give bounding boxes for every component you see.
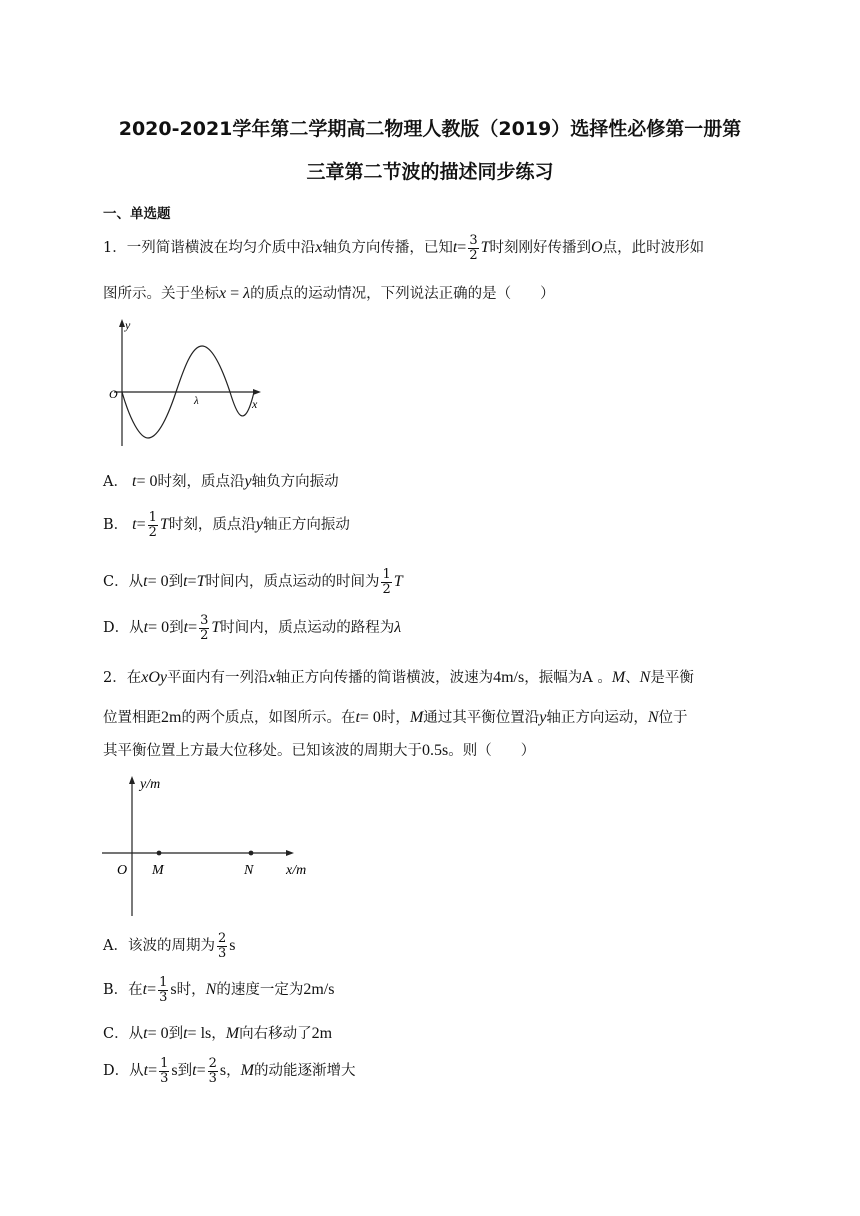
math-var: N (647, 709, 659, 726)
q1-line1 (103, 234, 704, 262)
q1-option-a[interactable] (103, 470, 339, 491)
math-op: = 0 (147, 573, 169, 591)
option-text: 到 (177, 1063, 193, 1080)
y-axis-label: y/m (140, 777, 161, 792)
math-var: t (183, 573, 188, 591)
option-text: 从 (128, 574, 144, 591)
denominator: 3 (217, 945, 227, 961)
math-var: T (196, 573, 206, 591)
denominator: 3 (160, 1070, 169, 1086)
fraction (158, 976, 168, 1004)
denominator: 3 (159, 989, 168, 1005)
math-value: 0.5s (422, 742, 449, 759)
math-var: T (211, 619, 221, 637)
q2-text: 时， (380, 710, 410, 726)
math-value: 2m/s (303, 981, 335, 999)
numerator: 3 (469, 233, 478, 248)
q2-text: 在 (126, 670, 142, 686)
math-value: 4m/s (493, 669, 525, 686)
math-var: y (255, 516, 263, 534)
option-label: D． (103, 1063, 130, 1080)
option-label: C． (103, 1026, 129, 1042)
q1-text: 图所示。关于坐标 (103, 286, 219, 302)
q2-number: 2． (103, 670, 127, 686)
math-var: y (539, 709, 547, 726)
numerator: 1 (148, 510, 157, 525)
point-m (157, 851, 162, 856)
q1-text: 一列简谐横波在均匀介质中沿 (126, 240, 316, 257)
denominator: 2 (200, 627, 209, 643)
q2-text: ，振幅为A 。 (524, 670, 612, 686)
numerator: 1 (160, 1056, 169, 1071)
option-text: 时， (176, 982, 206, 999)
q1-option-c[interactable] (103, 568, 403, 596)
denominator: 2 (382, 581, 391, 597)
denominator: 2 (469, 247, 478, 263)
option-text: 时刻，质点沿 (157, 474, 245, 490)
q2-option-c[interactable] (103, 1022, 332, 1043)
math-op: = (147, 981, 157, 999)
q2-text: 的两个质点，如图所示。在 (181, 710, 356, 726)
q2-text: 位置相距 (103, 710, 161, 726)
q2-axes-figure (100, 772, 330, 920)
math-var: N (205, 981, 217, 999)
option-text: 时间内，质点运动的路程为 (220, 620, 395, 637)
math-var: M (240, 1062, 254, 1080)
option-text: 到 (168, 574, 184, 591)
fraction (381, 568, 391, 596)
x-axis-label: x (252, 397, 258, 411)
fraction (208, 1057, 218, 1085)
q1-line2: 图所示。关于坐标x = λ的质点的运动情况，下列说法正确的是（ ） (103, 285, 555, 302)
numerator: 1 (159, 975, 168, 990)
math-var: t (142, 981, 148, 999)
math-value: 2m (161, 709, 182, 726)
q1-option-d[interactable] (103, 614, 401, 642)
math-unit: s (171, 1062, 178, 1080)
math-unit: s (170, 981, 177, 999)
math-var: λ (243, 285, 251, 302)
q2-text: 位于 (658, 710, 688, 726)
math-op: = 0 (148, 619, 170, 637)
option-text: 轴正方向振动 (262, 517, 350, 534)
fraction (468, 234, 478, 262)
q1-text: 轴负方向传播，已知 (322, 240, 453, 257)
math-var: xOy (141, 669, 167, 686)
math-var: t (143, 573, 148, 591)
numerator: 2 (208, 1056, 217, 1071)
option-label: A． (103, 474, 128, 490)
math-var: T (393, 573, 403, 591)
q2-text: 平面内有一列沿 (167, 670, 269, 686)
lambda-label: λ (194, 395, 199, 407)
numerator: 1 (382, 567, 391, 582)
option-text: 的动能逐渐增大 (253, 1063, 356, 1080)
math-var: M (225, 1025, 240, 1042)
q2-line3 (103, 739, 535, 760)
q2-text: 其平衡位置上方最大位移处。已知该波的周期大于 (103, 743, 422, 759)
math-var: t (183, 619, 189, 637)
option-text: 的速度一定为 (216, 982, 304, 999)
math-var: N (639, 669, 651, 686)
math-var: x (315, 239, 323, 257)
math-var: M (409, 709, 424, 726)
numerator: 2 (217, 931, 227, 946)
option-text: 时刻，质点沿 (168, 517, 256, 534)
option-text: 到 (169, 620, 184, 637)
q2-option-d[interactable] (103, 1057, 355, 1085)
math-var: M (611, 669, 626, 686)
option-text: 该波的周期为 (127, 938, 215, 955)
section-heading: 一、单选题 (103, 206, 171, 222)
option-text: 到 (168, 1026, 184, 1042)
math-var: x (219, 285, 227, 302)
q2-text: 、 (625, 670, 640, 686)
q1-number: 1． (103, 240, 127, 257)
option-text: 轴负方向振动 (251, 474, 339, 490)
fraction (199, 614, 209, 642)
option-label: B． (103, 982, 129, 999)
q1-text: 点，此时波形如 (602, 240, 705, 257)
math-var: y (244, 473, 252, 490)
document-title-line2: 三章第二节波的描述同步练习 (306, 161, 554, 183)
math-op: = 0 (359, 709, 381, 726)
math-op: = (196, 1062, 206, 1080)
denominator: 3 (208, 1070, 217, 1086)
math-var: t (143, 1062, 149, 1080)
q2-text: 轴正方向运动， (546, 710, 648, 726)
option-text: 从 (129, 620, 144, 637)
math-op: = (148, 1062, 158, 1080)
fraction (148, 511, 158, 539)
q2-text: 。则（ ） (448, 743, 536, 759)
q2-line1 (103, 666, 694, 687)
option-text: 在 (128, 982, 143, 999)
q2-option-a[interactable] (103, 932, 236, 960)
math-var: t (355, 709, 360, 726)
math-op: = (457, 239, 467, 257)
math-var: t (183, 1025, 188, 1042)
document-title-line1: 2020-2021学年第二学期高二物理人教版（2019）选择性必修第一册第 (118, 118, 742, 140)
option-text: 从 (128, 1026, 144, 1042)
option-label: B． (103, 517, 129, 534)
math-var: T (159, 516, 169, 534)
x-axis-label: x/m (286, 863, 307, 878)
q1-wave-figure (108, 316, 268, 452)
origin-label: O (117, 863, 128, 878)
math-var: T (480, 239, 490, 257)
math-op: = (136, 516, 146, 534)
math-var: O (591, 239, 603, 257)
option-text: 时间内，质点运动的时间为 (205, 574, 380, 591)
fraction (159, 1057, 169, 1085)
q2-option-b[interactable] (103, 976, 334, 1004)
option-text: 向右移动了 (239, 1026, 312, 1042)
math-var: t (452, 239, 458, 257)
denominator: 2 (148, 524, 157, 540)
math-op: = 0 (136, 473, 158, 490)
point-n (249, 851, 254, 856)
math-var: t (143, 619, 149, 637)
option-label: A． (103, 938, 128, 955)
math-op: = 0 (147, 1025, 169, 1042)
q2-text: 轴正方向传播的简谐横波，波速为 (275, 670, 494, 686)
q2-text: 通过其平衡位置沿 (423, 710, 540, 726)
option-text: ， (226, 1063, 241, 1080)
math-var: t (192, 1062, 197, 1080)
math-op: = (188, 619, 198, 637)
n-label: N (244, 863, 254, 878)
m-label: M (152, 863, 164, 878)
math-op: = ls (187, 1025, 212, 1042)
math-var: x (268, 669, 276, 686)
option-label: C． (103, 574, 129, 591)
option-text: ， (211, 1026, 226, 1042)
y-axis-label: y (125, 318, 131, 332)
q1-text: 的质点的运动情况，下列说法正确的是（ ） (250, 286, 555, 302)
q2-line2 (103, 706, 688, 727)
math-value: 2m (311, 1025, 333, 1042)
math-unit: s (219, 1062, 227, 1080)
fraction (217, 932, 227, 960)
math-var: t (131, 473, 137, 490)
math-unit: s (229, 937, 236, 955)
q2-text: 是平衡 (650, 670, 694, 686)
math-op: = (187, 573, 197, 591)
q1-option-b[interactable] (103, 511, 350, 539)
option-label: D． (103, 620, 130, 637)
math-var: λ (394, 619, 402, 637)
math-var: t (143, 1025, 148, 1042)
origin-label: O (109, 387, 118, 401)
q1-text: 时刻刚好传播到 (489, 240, 592, 257)
math-var: t (132, 516, 137, 534)
option-text: 从 (129, 1063, 144, 1080)
numerator: 3 (200, 613, 209, 628)
